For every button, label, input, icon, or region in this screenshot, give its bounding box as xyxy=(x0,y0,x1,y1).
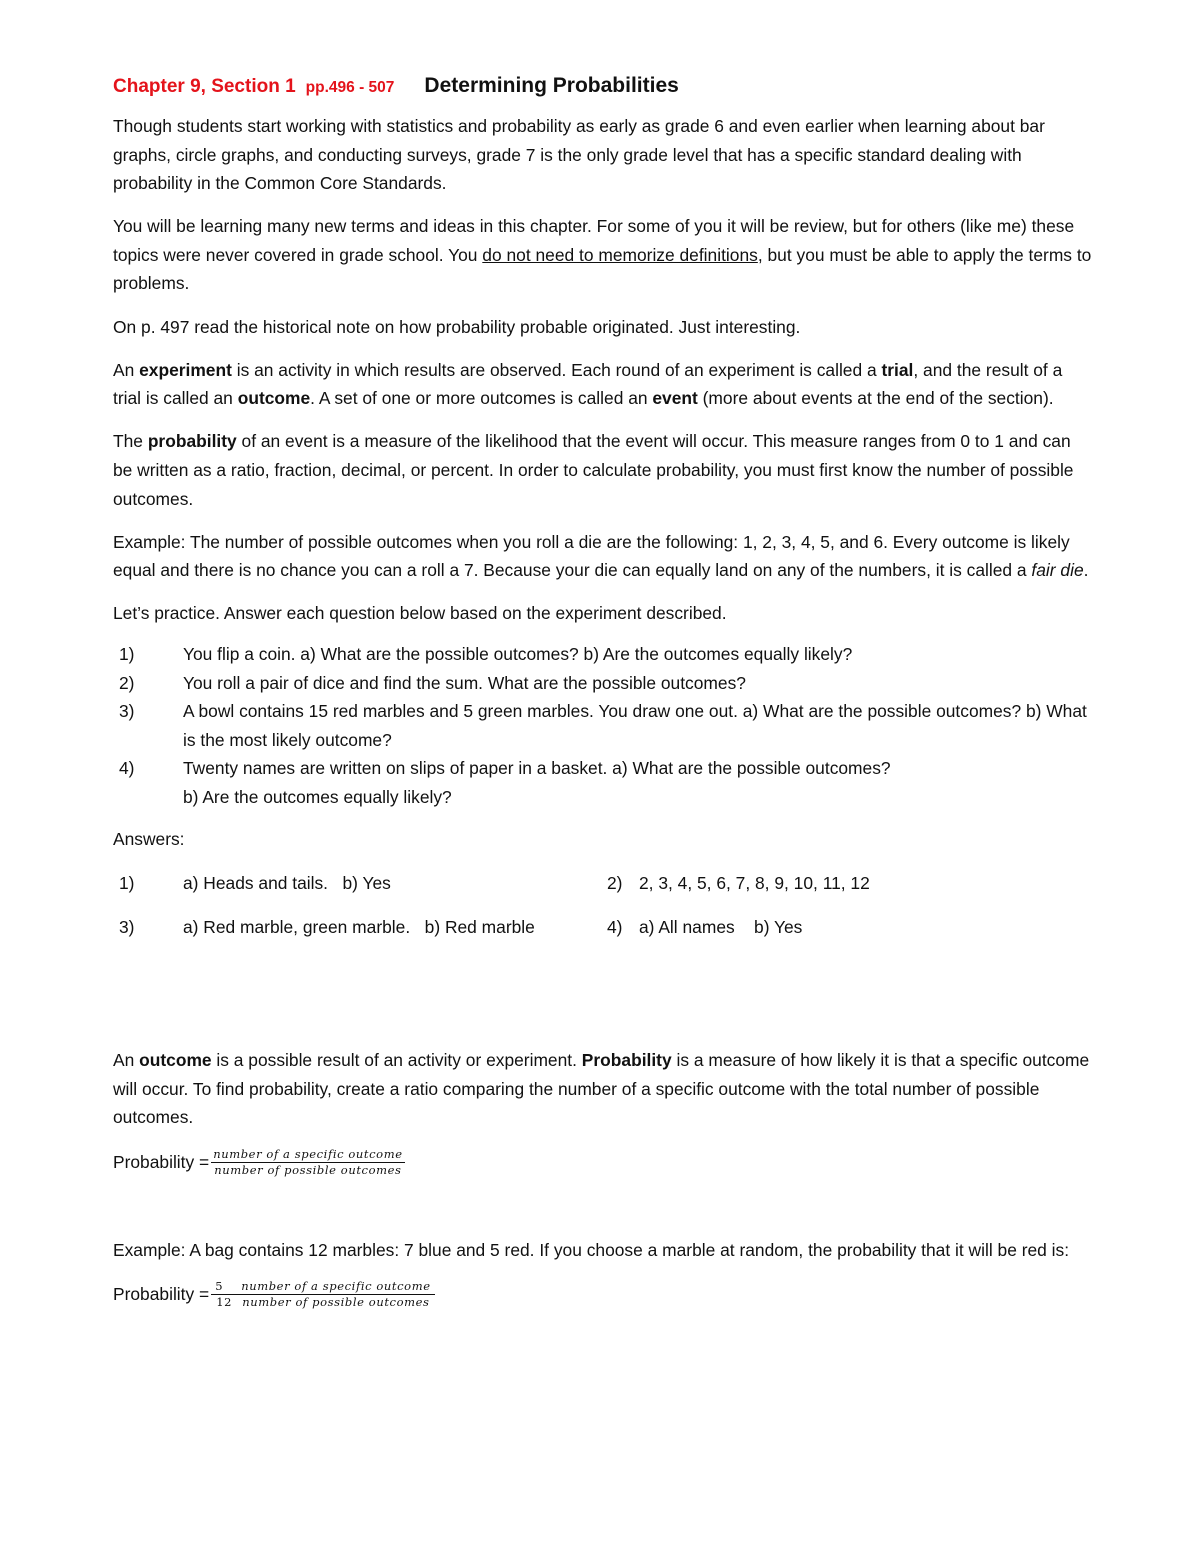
answer-number: 3) xyxy=(119,916,135,937)
answer-number: 2) xyxy=(607,873,623,894)
term-trial: trial xyxy=(881,359,914,380)
question-number xyxy=(113,783,183,812)
page-range: pp.496 - 507 xyxy=(305,79,395,96)
question-text: Twenty names are written on slips of paper in a basket. a) What are the possible outcomes? xyxy=(183,758,891,779)
question-text: b) Are the outcomes equally likely? xyxy=(183,786,452,807)
text-span: You will be learning many new terms and ideas in this chapter. For some of you it will be review, but for others (like me) these topics were never covered in grade school. You xyxy=(113,216,1075,265)
term-outcome: outcome xyxy=(139,1050,212,1071)
text-span: is an activity in which results are observed. Each round of an experiment is called a xyxy=(231,359,882,380)
answers-row xyxy=(113,869,1093,898)
fraction-numerator: number of a specific outcome xyxy=(213,1146,403,1161)
question-text: You flip a coin. a) What are the possible outcomes? b) Are the outcomes equally likely? xyxy=(183,643,853,664)
outcome-definition xyxy=(113,1046,1093,1132)
term-experiment: experiment xyxy=(139,359,232,380)
underlined-text: do not need to memorize definitions xyxy=(482,244,758,265)
fraction xyxy=(211,1147,404,1178)
spacer xyxy=(113,1192,1093,1236)
term-fair-die: fair die xyxy=(1031,560,1084,581)
answer-cell xyxy=(607,869,870,898)
answer-number: 4) xyxy=(607,916,623,937)
text-span: of an event is a measure of the likelihood that the event will occur. This measure ranges from 0 to 1 and can be written as a ratio, fraction, decimal, or percent. In order to calculate probability, you must first know the number of possible outcomes. xyxy=(113,431,1074,509)
list-item xyxy=(113,640,1093,669)
fraction-denominator xyxy=(212,1295,433,1310)
probability-definition xyxy=(113,427,1093,513)
text-span: An xyxy=(113,359,140,380)
answer-number: 1) xyxy=(119,873,135,894)
answer-cell xyxy=(607,913,802,942)
text-span: An xyxy=(113,1050,140,1071)
experiment-definition xyxy=(113,356,1093,413)
list-item xyxy=(113,697,1093,754)
die-example-paragraph xyxy=(113,528,1093,585)
fraction-numerator xyxy=(211,1279,434,1295)
question-number: 1) xyxy=(119,643,135,664)
list-item xyxy=(113,669,1093,698)
spacer xyxy=(113,956,1093,1046)
intro-paragraph: Though students start working with statistics and probability as early as grade 6 and even earlier when learning about bar graphs, circle graphs, and conducting surveys, grade 7 is the only grade level that has a specific standard dealing with probability in the Common Core Standards. xyxy=(113,116,1045,194)
answer-cell xyxy=(113,869,607,898)
formula-label: Probability = xyxy=(113,1283,210,1304)
text-span: , but you must be able to apply the terms to problems. xyxy=(113,244,1092,294)
denominator-text: number of possible outcomes xyxy=(242,1294,430,1309)
answer-text: a) Heads and tails. b) Yes xyxy=(183,873,391,894)
answer-text: a) Red marble, green marble. b) Red marble xyxy=(183,916,535,937)
text-span: . A set of one or more outcomes is called an xyxy=(310,388,653,409)
answer-text: 2, 3, 4, 5, 6, 7, 8, 9, 10, 11, 12 xyxy=(639,873,870,894)
answer-text: a) All names b) Yes xyxy=(639,916,803,937)
text-span: is a possible result of an activity or experiment. xyxy=(211,1050,582,1071)
question-number: 4) xyxy=(119,758,135,779)
list-item xyxy=(113,754,1093,783)
term-probability: probability xyxy=(147,431,237,452)
list-item xyxy=(113,783,1093,812)
document-page xyxy=(113,72,1093,1324)
question-text: A bowl contains 15 red marbles and 5 green marbles. You draw one out. a) What are the possible outcomes? b) What is the most likely outcome? xyxy=(183,701,1087,750)
practice-questions xyxy=(113,640,1093,812)
page-title: Determining Probabilities xyxy=(424,74,679,97)
fraction-denominator: number of possible outcomes xyxy=(214,1162,402,1177)
probability-formula xyxy=(113,1147,1093,1178)
question-number: 2) xyxy=(119,672,135,693)
marble-example-paragraph: Example: A bag contains 12 marbles: 7 blue and 5 red. If you choose a marble at random, the probability that it will be red is: xyxy=(113,1239,1070,1260)
numerator-text: number of a specific outcome xyxy=(241,1278,431,1293)
term-probability: Probability xyxy=(581,1050,672,1071)
answers-row xyxy=(113,913,1093,942)
question-number: 3) xyxy=(119,701,135,722)
answers-label: Answers: xyxy=(113,829,185,850)
formula-label: Probability = xyxy=(113,1151,210,1172)
history-note-paragraph: On p. 497 read the historical note on how probability probable originated. Just interesting. xyxy=(113,316,801,337)
term-outcome: outcome xyxy=(237,388,311,409)
chapter-heading: Chapter 9, Section 1 xyxy=(113,76,296,97)
text-span: , and the result of a trial is called an xyxy=(113,359,1063,409)
text-span: is a measure of how likely it is that a specific outcome will occur. To find probability, create a ratio comparing the number of a specific outcome with the total number of possible outcomes. xyxy=(113,1050,1090,1128)
answer-cell xyxy=(113,913,607,942)
practice-intro: Let’s practice. Answer each question below based on the experiment described. xyxy=(113,603,727,624)
text-span: The xyxy=(113,431,148,452)
denominator-value: 12 xyxy=(216,1294,233,1309)
title-line xyxy=(113,72,1093,112)
text-span: . xyxy=(1083,560,1089,581)
fraction xyxy=(211,1279,434,1310)
terms-paragraph xyxy=(113,212,1093,298)
text-span: Example: The number of possible outcomes when you roll a die are the following: 1, 2, 3, 4, 5, and 6. Every outcome is likely equal and there is no chance you can a roll a 7. Because your die can equally land on any of the numbers, it is called a xyxy=(113,531,1070,581)
probability-formula-example xyxy=(113,1279,1093,1310)
term-event: event xyxy=(652,388,698,409)
question-text: You roll a pair of dice and find the sum. What are the possible outcomes? xyxy=(183,672,746,693)
text-span: (more about events at the end of the section). xyxy=(697,388,1054,409)
numerator-value: 5 xyxy=(215,1278,224,1293)
